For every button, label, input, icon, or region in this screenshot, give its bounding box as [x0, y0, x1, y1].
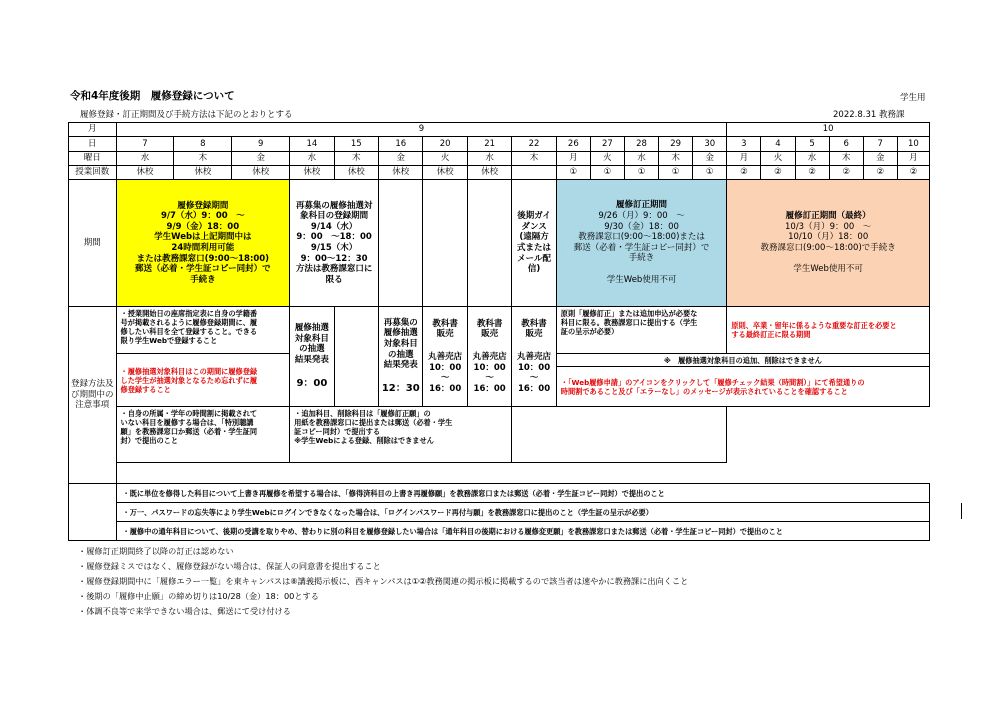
row-label-month: 月 — [69, 123, 117, 137]
month-october: 10 — [727, 123, 930, 137]
weekday-cell: 金 — [693, 152, 727, 166]
note-line: する最終訂正に限る期間 — [731, 330, 811, 339]
footnote: ・履修登録期間中に「履修エラー一覧」を東キャンパスは⑧講義掲示板に、西キャンパスは①②教務関連の掲示板に掲載するので該当者は速やかに教務課に出向くこと — [78, 576, 689, 586]
textbook-line — [512, 340, 555, 352]
note-line: 時間割であること及び「エラーなし」のメッセージが表示されていることを確認すること — [560, 386, 848, 396]
textbook-line: 販売 — [525, 329, 543, 340]
weekday-cell: 水 — [116, 152, 174, 166]
empty-cell — [512, 407, 727, 463]
schedule-table — [68, 122, 930, 541]
weekday-cell: 火 — [423, 152, 467, 166]
class-count-cell: 休校 — [174, 166, 232, 180]
general-note-row — [69, 484, 930, 503]
day-cell: 27 — [590, 137, 624, 152]
weekday-cell: 水 — [624, 152, 658, 166]
textbook-line: 販売 — [481, 329, 499, 340]
day-cell: 4 — [761, 137, 795, 152]
class-count-cell: 休校 — [467, 166, 511, 180]
recruit-line: 9/15（木） — [310, 243, 358, 253]
day-cell: 5 — [795, 137, 829, 152]
class-count-cell: ② — [863, 166, 897, 180]
note-line: 限り学生Webで登録すること — [120, 336, 218, 345]
note-line: した学生が抽選対象となるため忘れずに履 — [120, 375, 258, 385]
class-count-cell: ② — [897, 166, 929, 180]
textbook-line: ～ — [440, 373, 450, 384]
weekday-cell: 金 — [232, 152, 290, 166]
registration-line: 9/7（水）9：00 ～ — [161, 211, 245, 222]
row-label-classes: 授業回数 — [69, 166, 117, 180]
textbook-line: 教科書 — [432, 318, 458, 329]
class-count-cell: ① — [693, 166, 727, 180]
day-cell: 21 — [467, 137, 511, 152]
empty-cell — [334, 307, 378, 407]
day-cell: 3 — [727, 137, 761, 152]
guidance-line: 信) — [527, 264, 541, 275]
general-note-annual: ・履修中の通年科目について、後期の受講を取りやめ、替わりに別の科目を履修登録したい場合は「通年科目の後期における履修変更願」を教務課窓口または郵送（必着・学生証コピー同封）で提出のこと — [116, 522, 929, 541]
final-line: 学生Web使用不可 — [793, 264, 863, 275]
lottery-line: 履修抽選 — [294, 323, 329, 333]
note-line: ・授業開始日の座席指定表に自身の学籍番 — [120, 309, 258, 318]
guidance-line: メール配 — [517, 253, 551, 264]
note-line: 原則「履修訂正」または追加申込が必要な — [560, 309, 698, 318]
weekday-cell: 木 — [174, 152, 232, 166]
note-line: ・追加科目、削除科目は「履修訂正願」の — [294, 409, 431, 418]
recruit-line: 限る — [325, 274, 343, 285]
final-line: 10/10（月）18：00 — [788, 232, 869, 243]
final-line — [727, 253, 929, 264]
textbook-line — [468, 340, 511, 352]
lottery-line — [379, 371, 422, 383]
weekday-cell: 水 — [795, 152, 829, 166]
textbook-line: 10：00 — [473, 362, 506, 373]
note-line: いない科目を履修する場合は、「特別聴講 — [120, 418, 254, 427]
recruit-period-cell — [290, 180, 379, 307]
weekday-cell: 水 — [467, 152, 511, 166]
lottery-line: 対象科目 — [383, 338, 418, 349]
period-row — [69, 180, 930, 307]
day-cell: 10 — [897, 137, 929, 152]
weekday-cell: 金 — [863, 152, 897, 166]
guidance-line: 式または — [517, 243, 552, 253]
registration-line: 24時間利用可能 — [171, 243, 235, 253]
guidance-cell — [512, 180, 556, 307]
weekday-cell: 月 — [556, 152, 590, 166]
month-september: 9 — [116, 123, 727, 137]
correction-line: 9/26（月）9：00 ～ — [598, 210, 685, 221]
textbook-line: 16：00 — [429, 383, 462, 394]
note-line: 号が掲載されるように履修登録期間に、履 — [120, 318, 258, 327]
lottery-line: の抽選 — [387, 349, 414, 360]
lottery-line: 再募集の — [383, 317, 418, 328]
class-count-cell: ② — [795, 166, 829, 180]
note-line: ・「Web履修申請」のアイコンをクリックして「履修チェック結果（時間割）」にて希望通りの — [560, 377, 865, 387]
correction-line: 学生Web使用不可 — [606, 275, 677, 286]
day-cell: 9 — [232, 137, 290, 152]
weekday-cell: 木 — [512, 152, 556, 166]
weekday-row — [69, 152, 930, 166]
final-line: 10/3（月）9：00 ～ — [785, 221, 872, 232]
registration-line: 手続き — [190, 274, 216, 285]
month-row — [69, 123, 930, 137]
textbook-sale-cell — [467, 307, 511, 407]
class-count-cell: ① — [659, 166, 693, 180]
recruit-line: 象科目の登録期間 — [300, 211, 369, 222]
class-count-cell — [512, 166, 556, 180]
lottery-line: の抽選 — [299, 344, 325, 355]
day-row — [69, 137, 930, 152]
recruit-line: 9/14（水） — [310, 221, 358, 232]
general-note-row — [69, 503, 930, 522]
note-line: 修登録すること — [120, 384, 171, 394]
note-line: ・自身の所属・学年の時間割に掲載されて — [120, 409, 258, 418]
weekday-cell: 水 — [290, 152, 334, 166]
footnote: ・履修訂正期間終了以降の訂正は認めない — [78, 546, 234, 556]
correction-note-1 — [556, 307, 727, 354]
textbook-line: 教科書 — [476, 318, 503, 329]
guidance-line: 後期ガイ — [517, 211, 551, 222]
class-count-row — [69, 166, 930, 180]
final-line: 教務課窓口(9:00～18:00)で手続き — [760, 242, 896, 253]
final-correction-note — [727, 307, 930, 354]
note-line: 証コピー同封）で提出する — [294, 427, 381, 436]
textbook-line: 16：00 — [517, 383, 551, 394]
note-line: 用紙を教務課窓口に提出または郵送（必着・学生 — [294, 418, 453, 427]
margin-mark — [961, 503, 962, 519]
class-count-cell: 休校 — [379, 166, 423, 180]
lottery-time: 12：30 — [381, 382, 420, 394]
weekday-cell: 木 — [829, 152, 863, 166]
day-cell: 7 — [116, 137, 174, 152]
weekday-cell: 金 — [379, 152, 423, 166]
registration-line: 学生Webは上記期間中は — [154, 232, 252, 243]
note-line: 封）で提出のこと — [120, 436, 179, 445]
day-cell: 7 — [863, 137, 897, 152]
day-cell: 22 — [512, 137, 556, 152]
registration-line: 9/9（金）18：00 — [166, 221, 240, 232]
class-count-cell: 休校 — [116, 166, 174, 180]
day-cell: 8 — [174, 137, 232, 152]
textbook-line: 販売 — [436, 329, 454, 340]
footnote: ・履修登録ミスではなく、履修登録がない場合は、保証人の同意書を提出すること — [78, 561, 381, 571]
class-count-cell: ② — [727, 166, 761, 180]
guidance-line: (遠隔方 — [519, 232, 549, 243]
lottery-line: 履修抽選 — [383, 328, 418, 339]
correction-period-cell — [556, 180, 727, 307]
notes-row-d — [69, 407, 930, 463]
textbook-line: 10：00 — [429, 362, 462, 373]
class-count-cell: ② — [829, 166, 863, 180]
registration-note-3 — [116, 407, 290, 463]
textbook-line: 丸善売店 — [472, 351, 507, 362]
page-subtitle: 履修登録・訂正期間及び手続方法は下記のとおりとする — [80, 110, 293, 120]
class-count-cell: 休校 — [232, 166, 290, 180]
correction-line: 履修訂正期間 — [616, 200, 668, 211]
textbook-line: ～ — [485, 373, 494, 384]
general-note-password: ・万一、パスワードの忘失等により学生Webにログインできなくなった場合は、「ログインパスワード再付与願」を教務課窓口に提出のこと（学生証の呈示が必要） — [116, 503, 929, 522]
class-count-cell: ① — [624, 166, 658, 180]
textbook-line: 16：00 — [473, 383, 506, 394]
general-note-row — [69, 522, 930, 541]
footnotes — [78, 544, 688, 619]
lottery-line — [290, 366, 333, 378]
note-line: 科目に限る。教務課窓口に提出する（学生 — [560, 318, 698, 327]
registration-note-2 — [116, 354, 290, 407]
row-label-day: 日 — [69, 137, 117, 152]
textbook-line — [423, 340, 466, 352]
issue-date: 2022.8.31 教務課 — [833, 110, 905, 120]
footnote: ・体調不良等で来学できない場合は、郵送にて受け付ける — [78, 606, 291, 616]
row-label-blank — [69, 503, 117, 522]
note-line: ※学生Webによる登録、削除はできません — [294, 436, 434, 445]
lottery-line: 結果発表 — [383, 360, 418, 371]
empty-cell — [467, 180, 511, 307]
textbook-line: 丸善売店 — [517, 351, 552, 362]
page-title: 令和4年度後期 履修登録について — [70, 90, 235, 102]
registration-line: 郵送（必着・学生証コピー同封）で — [135, 264, 271, 275]
class-count-cell: ① — [556, 166, 590, 180]
note-line: 修したい科目を全て登録すること。できる — [120, 327, 258, 336]
empty-cell — [379, 180, 423, 307]
notes-row-e — [69, 463, 930, 484]
correction-line: 郵送（必着・学生証コピー同封）で — [573, 242, 710, 253]
recruit-line: 再募集の履修抽選対 — [295, 200, 373, 211]
weekday-cell: 木 — [334, 152, 378, 166]
lottery-result-cell — [290, 307, 334, 407]
weekday-cell: 火 — [590, 152, 624, 166]
textbook-line: 10：00 — [517, 362, 551, 373]
correction-line: 教務課窓口(9:00～18:00)または — [578, 232, 705, 243]
row-label-notes: 登録方法及び期間中の注意事項 — [69, 307, 117, 484]
correction-line: 手続き — [628, 253, 655, 264]
class-count-cell: ① — [590, 166, 624, 180]
day-cell: 29 — [659, 137, 693, 152]
textbook-line: ～ — [529, 373, 539, 384]
weekday-cell: 月 — [897, 152, 929, 166]
row-label-weekday: 曜日 — [69, 152, 117, 166]
registration-line: 履修登録期間 — [177, 200, 229, 211]
lottery-line: 結果発表 — [294, 354, 329, 365]
recruit-line: 方法は教務課窓口に — [295, 264, 373, 275]
note-line: ・履修抽選対象科目はこの期間に履修登録 — [120, 366, 258, 376]
note-line: 証の呈示が必要） — [560, 327, 619, 336]
lottery-line: 対象科目 — [294, 333, 329, 344]
class-count-cell: 休校 — [334, 166, 378, 180]
textbook-sale-cell — [512, 307, 556, 407]
day-cell: 15 — [334, 137, 378, 152]
note-line: 原則、卒業・留年に係るような重要な訂正を必要と — [731, 321, 897, 330]
registration-line: または教務課窓口(9:00～18:00) — [136, 253, 270, 264]
correction-line: 9/30（金）18：00 — [604, 221, 679, 232]
notes-row-a — [69, 307, 930, 354]
registration-note-1 — [116, 307, 290, 354]
day-cell: 26 — [556, 137, 590, 152]
weekday-cell: 月 — [727, 152, 761, 166]
weekday-cell: 木 — [659, 152, 693, 166]
textbook-line: 丸善売店 — [428, 351, 463, 362]
correction-note-2 — [290, 407, 512, 463]
no-add-delete-note: ※ 履修抽選対象科目の追加、削除はできません — [556, 354, 929, 367]
day-cell: 28 — [624, 137, 658, 152]
textbook-sale-cell — [423, 307, 467, 407]
recruit-lottery-result-cell — [379, 307, 423, 407]
note-line: 願」を教務課窓口か郵送（必着・学生証同 — [120, 427, 258, 436]
day-cell: 30 — [693, 137, 727, 152]
day-cell: 16 — [379, 137, 423, 152]
lottery-time: 9：00 — [296, 377, 328, 389]
web-check-warning — [556, 367, 929, 407]
class-count-cell: ② — [761, 166, 795, 180]
final-correction-period-cell — [727, 180, 930, 307]
class-count-cell: 休校 — [290, 166, 334, 180]
empty-cell — [423, 180, 467, 307]
class-count-cell: 休校 — [423, 166, 467, 180]
weekday-cell: 火 — [761, 152, 795, 166]
recruit-line: 9：00 ～18：00 — [296, 232, 372, 243]
general-note-rereg: ・既に単位を修得した科目について上書き再履修を希望する場合は、「修得済科目の上書き再履修願」を教務課窓口または郵送（必着・学生証コピー同封）で提出のこと — [116, 484, 929, 503]
day-cell: 6 — [829, 137, 863, 152]
day-cell: 14 — [290, 137, 334, 152]
recruit-line: 9：00～12：30 — [300, 253, 368, 264]
textbook-line: 教科書 — [521, 318, 547, 329]
registration-period-cell — [116, 180, 290, 307]
guidance-line: ダンス — [521, 221, 547, 232]
day-cell: 20 — [423, 137, 467, 152]
row-label-period: 期間 — [69, 180, 117, 307]
row-label-blank — [69, 522, 117, 541]
footnote: ・後期の「履修中止願」の締め切りは10/28（金）18：00とする — [78, 591, 319, 601]
final-line: 履修訂正期間（最終） — [785, 210, 871, 221]
row-label-blank — [69, 484, 117, 503]
correction-line — [557, 264, 727, 275]
audience-label: 学生用 — [900, 93, 926, 103]
